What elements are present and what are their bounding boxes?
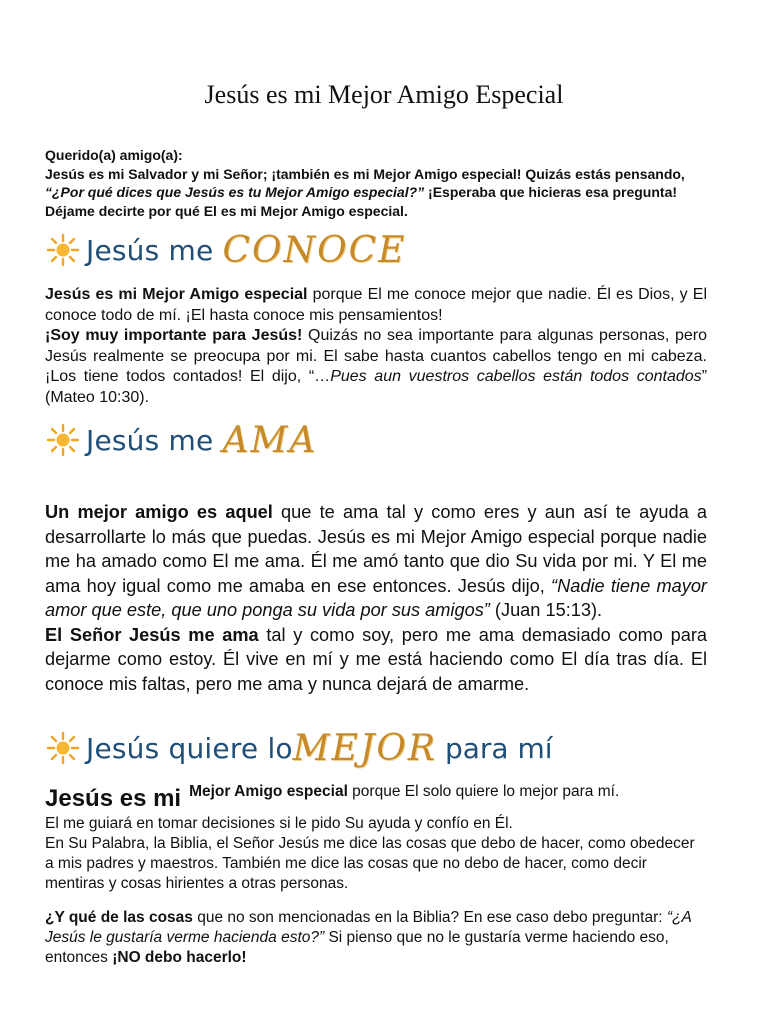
banner-mejor-lead: Jesús quiere lo bbox=[86, 731, 293, 765]
sun-icon bbox=[46, 731, 80, 765]
s2-text-1: que te ama tal y como eres y aun así te ayuda a desarrollarte lo más que puedas. Jesús es mi Mejor Amigo especial porque nadie me ha amado como El me ama. Él me amó tanto que dio Su vida por mi. Y El me ama hoy igual como me amaba en ese entonces. Jesús dijo, bbox=[45, 502, 708, 596]
banner-conoce-word: CONOCE bbox=[222, 229, 407, 271]
s3-text-1: porque El solo quiere lo mejor para mí. bbox=[347, 783, 620, 800]
s4-bold-1: ¿Y qué de las cosas bbox=[45, 909, 193, 926]
s1-quote: Pues aun vuestros cabellos están todos contados bbox=[330, 368, 702, 385]
banner-mejor bbox=[46, 722, 646, 774]
s3-text-2: El me guiará en tomar decisiones si le pido Su ayuda y confío en Él. bbox=[45, 815, 513, 832]
banner-conoce bbox=[46, 224, 606, 276]
sun-icon bbox=[46, 233, 80, 267]
intro-paragraph bbox=[45, 146, 715, 220]
intro-quote: “¿Por qué dices que Jesús es tu Mejor Amigo especial?” bbox=[45, 184, 425, 200]
banner-mejor-tail: para mí bbox=[444, 731, 553, 765]
s1-text-1: porque El me conoce mejor que nadie. Él es Dios, y El conoce todo de mí. ¡El hasta conoce mis pensamientos! bbox=[45, 286, 708, 324]
s4-text-1: que no son mencionadas en la Biblia? En ese caso debo preguntar: bbox=[192, 909, 667, 926]
intro-text-b: ¡Esperaba que hicieras esa pregunta! Déjame decirte por qué El es mi Mejor Amigo especial. bbox=[45, 184, 678, 219]
s2-text-3: tal y como soy, pero me ama demasiado como para dejarme como estoy. Él vive en mí y me está haciendo como El día tras día. El conoce mis faltas, pero me ama y nunca dejará de amarme. bbox=[45, 624, 707, 694]
s3-big-text: Jesús es mi bbox=[45, 785, 182, 812]
section-mejor-paragraph bbox=[45, 814, 707, 894]
s1-bold-1: Jesús es mi Mejor Amigo especial bbox=[45, 286, 308, 303]
s2-text-2: (Juan 15:13). bbox=[489, 600, 603, 620]
s2-bold-1: Un mejor amigo es aquel bbox=[45, 502, 273, 522]
s3-heading-rest bbox=[189, 782, 619, 802]
s1-bold-2: ¡Soy muy importante para Jesús! bbox=[45, 327, 303, 344]
banner-ama-word: AMA bbox=[222, 419, 318, 461]
page-title: Jesús es mi Mejor Amigo Especial bbox=[204, 80, 564, 109]
banner-ama-lead: Jesús me bbox=[86, 423, 223, 457]
s2-quote: “Nadie tiene mayor amor que este, que uno ponga su vida por sus amigos” bbox=[45, 575, 707, 620]
s4-quote: “¿A Jesús le gustaría verme hacienda esto?” bbox=[45, 909, 692, 946]
intro-text bbox=[45, 165, 715, 221]
s4-text-2: Si pienso que no le gustaría verme haciendo eso, entonces bbox=[45, 929, 669, 966]
intro-text-a: Jesús es mi Salvador y mi Señor; ¡también es mi Mejor Amigo especial! Quizás estás pensando, bbox=[45, 165, 685, 182]
s1-text-3: ” (Mateo 10:30). bbox=[45, 368, 708, 406]
section-ama-paragraph bbox=[45, 500, 707, 696]
sun-icon bbox=[46, 423, 80, 457]
s1-text-2: Quizás no sea importante para algunas personas, pero Jesús realmente se preocupa por mi. El sabe hasta cuantos cabellos tengo en mi cabeza. ¡Los tiene todos contados! El dijo, “… bbox=[45, 327, 707, 385]
section-final-paragraph bbox=[45, 908, 707, 968]
banner-mejor-word: MEJOR bbox=[292, 727, 437, 769]
s3-text-3: En Su Palabra, la Biblia, el Señor Jesús me dice las cosas que debo de hacer, como obedecer a mis padres y maestros. También me dice las cosas que no debo de hacer, como decir mentiras y cosas hirientes a otras personas. bbox=[45, 835, 695, 892]
section-mejor-heading bbox=[45, 782, 725, 816]
s2-bold-2: El Señor Jesús me ama bbox=[45, 624, 259, 645]
section-conoce-paragraph bbox=[45, 285, 707, 408]
s3-bold-1: Mejor Amigo especial bbox=[189, 783, 348, 800]
s4-bold-2: ¡NO debo hacerlo! bbox=[112, 949, 247, 966]
banner-ama bbox=[46, 414, 606, 466]
greeting: Querido(a) amigo(a): bbox=[45, 147, 183, 163]
banner-conoce-lead: Jesús me bbox=[86, 233, 223, 267]
